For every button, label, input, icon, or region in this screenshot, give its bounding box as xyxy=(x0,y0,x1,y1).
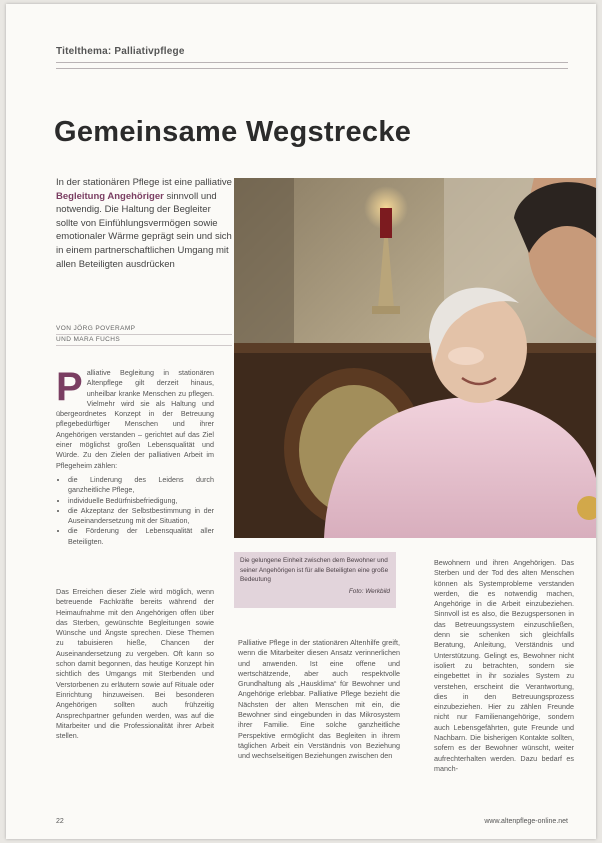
list-item: • individuelle Bedürfnisbefriedigung, xyxy=(68,496,214,506)
drop-cap: P xyxy=(56,365,83,409)
author-byline xyxy=(56,324,232,346)
photo-credit: Foto: Werkbild xyxy=(348,587,390,595)
body-paragraph-1: alliative Begleitung in stationären Altenpflege gilt derzeit hinaus, unheilbar kranke Menschen zu pflegen. Vielmehr wird sie als Haltung und übergeordnetes Konzept in der Betreuung pflegebedürftiger Menschen und ihrer Angehörigen verstanden – gerichtet auf das Ziel einer möglichst großen Lebensqualität und Würde. Zu den Zielen der palliativen Arbeit im Pflegeheim zählen: xyxy=(56,368,214,470)
author-line-2: UND MARA FUCHS xyxy=(56,335,232,346)
section-label: Titelthema: Palliativpflege xyxy=(56,46,185,57)
photo-illustration xyxy=(234,178,596,538)
author-line-1: VON JÖRG POVERAMP xyxy=(56,324,232,335)
page-number: 22 xyxy=(56,818,64,825)
article-intro xyxy=(56,176,232,271)
goal-list xyxy=(56,475,214,547)
intro-text-start: In der stationären Pflege ist eine palliative xyxy=(56,177,232,188)
article-photo xyxy=(234,178,596,538)
body-column-1-bottom: Das Erreichen dieser Ziele wird möglich, wenn betreuende Fachkräfte bereits während der Heimaufnahme mit den Angehörigen offen über das Sterben, gewünschte Begleitungen sowie Wünsche und Ängste sprechen. Diese Themen zu tabuisieren hieße, Chancen der Auseinandersetzung zu vergeben. Oft kann so schon damit begonnen, das heutige Konzept hin sichtlich des Umgangs mit Sterbenden und Verstorbenen zu erläutern sowie auf Rituale oder Einrichtung hinzuweisen. Bei besonderen Angehörigen sollten auch frühzeitig Ansprechpartner gefunden werden, was auf die Mitarbeiter und die Professionalität ihrer Arbeit stellen. xyxy=(56,587,214,741)
list-item: • die Akzeptanz der Selbstbestimmung in der Auseinandersetzung mit der Situation, xyxy=(68,506,214,527)
header-rule-dotted xyxy=(56,68,568,69)
body-column-2: Palliative Pflege in der stationären Altenhilfe greift, wenn die Mitarbeiter diesen Ansatz verinnerlichen und anwenden. Ist eine offene und wertschätzende, aber auch respektvolle Grundhaltung als „Hausklima“ für Bewohner und Angehörige erlebbar. Palliative Pflege bezieht die Nächsten der alten Menschen mit ein, die Bewohner sind eingebunden in das Mikrosystem ihrer Familie. Eine solche ganzheitliche Perspektive ermöglicht das Begleiten in ihrem täglichen Arbeit ein Verständnis von Beziehung und wechselseitigen Beziehungen zwischen den xyxy=(238,638,400,761)
list-item: • die Linderung des Leidens durch ganzheitliche Pflege, xyxy=(68,475,214,496)
footer-url[interactable]: www.altenpflege-online.net xyxy=(484,818,568,825)
photo-caption-box xyxy=(234,552,396,608)
body-column-3: Bewohnern und ihren Angehörigen. Das Sterben und der Tod des alten Menschen können als Systemprobleme verstanden werden, die es notwendig machen, Angehörige in die Arbeit einzubeziehen. Sinnvoll ist es also, die Bezugspersonen in das Betreuungssystem einzuschließen, denn sie schenken sich gleichfalls Beratung, Anleitung, Verständnis und Unterstützung. Gelingt es, Bewohner nicht isoliert zu betrachten, sondern sie eingebettet in ihr soziales System zu verstehen, erscheint die Verantwortung, dies in den Betreuungsprozess einzubeziehen. Hier zu zählen Freunde nicht nur Familienangehörige, sondern auch Lebensgefährten, gute Freunde und Nachbarn. Die bisherigen Kontakte sollten, sofern es der Bewohner wünscht, weiter aufrechterhalten werden. Dazu bedarf es manch- xyxy=(434,558,574,773)
photo-caption: Die gelungene Einheit zwischen dem Bewohner und seiner Angehörigen ist für alle Beteiligten eine große Bedeutung xyxy=(240,557,389,583)
list-item: • die Förderung der Lebensqualität aller Beteiligten. xyxy=(68,526,214,547)
header-rule xyxy=(56,62,568,63)
intro-text-end: sinnvoll und notwendig. Die Haltung der Begleiter sollte von Einfühlungsvermögen sowie emotionaler Wärme geprägt sein und sich in einem partnerschaftlichen Umgang mit allen Beteiligten ausdrücken xyxy=(56,190,232,270)
intro-highlight: Begleitung Angehöriger xyxy=(56,190,164,202)
article-title: Gemeinsame Wegstrecke xyxy=(54,116,412,148)
body-column-1-top xyxy=(56,365,214,547)
magazine-page xyxy=(6,4,596,839)
